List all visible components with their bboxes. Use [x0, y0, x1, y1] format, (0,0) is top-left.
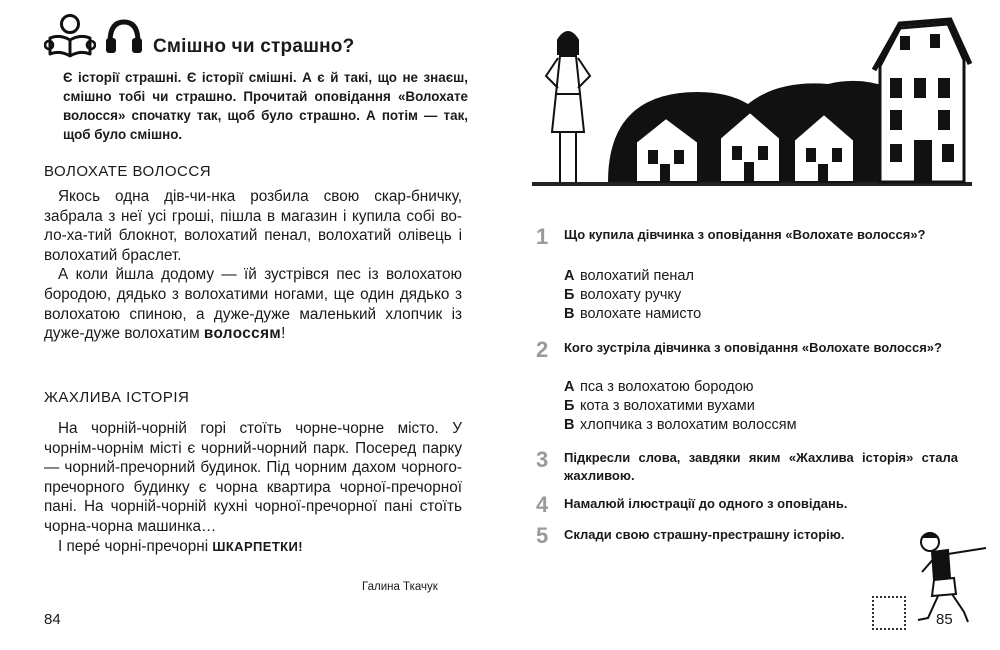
question-number: 5: [536, 523, 549, 548]
houses-illustration: [528, 14, 973, 194]
story2-body: [44, 419, 462, 556]
question-number: 4: [536, 492, 549, 517]
author-name: Галина Ткачук: [362, 581, 438, 593]
answer-option: В хлопчика з волохатим волоссям: [564, 417, 797, 433]
question-text: Підкресли слова, завдяки яким «Жахлива історія» стала жахливою.: [564, 450, 958, 483]
answer-option: А волохатий пенал: [564, 268, 694, 284]
story2-paragraph-1: На чорній-чорній горі стоїть чорне-чорне місто. У чорнім-чорнім місті є чорний-чорний парк. Посеред парку — чорний-пречорний будинок. Під чорним дахом чорного-пречорного будинку є чорна квартира чорної-пречорної пані. На чорній-чорній кухні чорної-пречорної пані стоїть чорна-чорна машинка…: [44, 420, 462, 535]
answer-option: Б кота з волохатими вухами: [564, 398, 755, 414]
question-text: Склади свою страшну-престрашну історію.: [564, 527, 845, 542]
answer-box[interactable]: [872, 596, 906, 630]
reading-child-icon: [44, 14, 96, 58]
story2-paragraph-2: І пере́ чорні-пречорні ШКАРПЕТКИ!: [58, 537, 303, 555]
story2-title: ЖАХЛИВА ІСТОРІЯ: [44, 389, 190, 406]
question-number: 3: [536, 447, 549, 472]
question-number: 2: [536, 337, 549, 362]
right-page: [500, 0, 1000, 650]
story1-paragraph-2: А коли йшла додому — їй зустрівся пес із волохатою бородою, дядько з волохатими ногами, ще один дядько з волохатою спиною, а дуже-дуже маленький хлопчик із дуже-дуже волохатим волоссям!: [44, 266, 462, 343]
answer-option: В волохате намисто: [564, 306, 702, 322]
story1-body: [44, 187, 462, 344]
answer-option: А пса з волохатою бородою: [564, 379, 754, 395]
page-number-left: 84: [44, 611, 61, 628]
answer-option: Б волохату ручку: [564, 287, 682, 303]
question-number: 1: [536, 224, 549, 249]
story1-title: ВОЛОХАТЕ ВОЛОССЯ: [44, 163, 212, 180]
story1-bold-word: волоссям: [203, 325, 282, 343]
story2-bold-word: ШКАРПЕТКИ!: [212, 538, 303, 554]
intro-text: Є історії страшні. Є історії смішні. А є й такі, що не знаєш, смішно тобі чи страшно. Прочитай оповідання «Волохате волосся» спочатку так, щоб було страшно. А потім — так, щоб було смішно.: [63, 70, 468, 142]
question-text: Що купила дівчинка з оповідання «Волохате волосся»?: [564, 227, 926, 242]
story1-paragraph-1: Якось одна дів-чи-нка розбила свою скар-бничку, забрала з неї усі гроші, пішла в магазин і купила собі во-ло-ха-тий блокнот, волохатий пенал, волохатий олівець і волохатий браслет.: [44, 188, 462, 264]
question-text: Кого зустріла дівчинка з оповідання «Волохате волосся»?: [564, 340, 942, 355]
page-number-right: 85: [936, 611, 953, 628]
page-title: Смішно чи страшно?: [153, 36, 355, 57]
question-text: Намалюй ілюстрації до одного з оповідань.: [564, 496, 848, 511]
headphones-icon: [104, 16, 144, 56]
